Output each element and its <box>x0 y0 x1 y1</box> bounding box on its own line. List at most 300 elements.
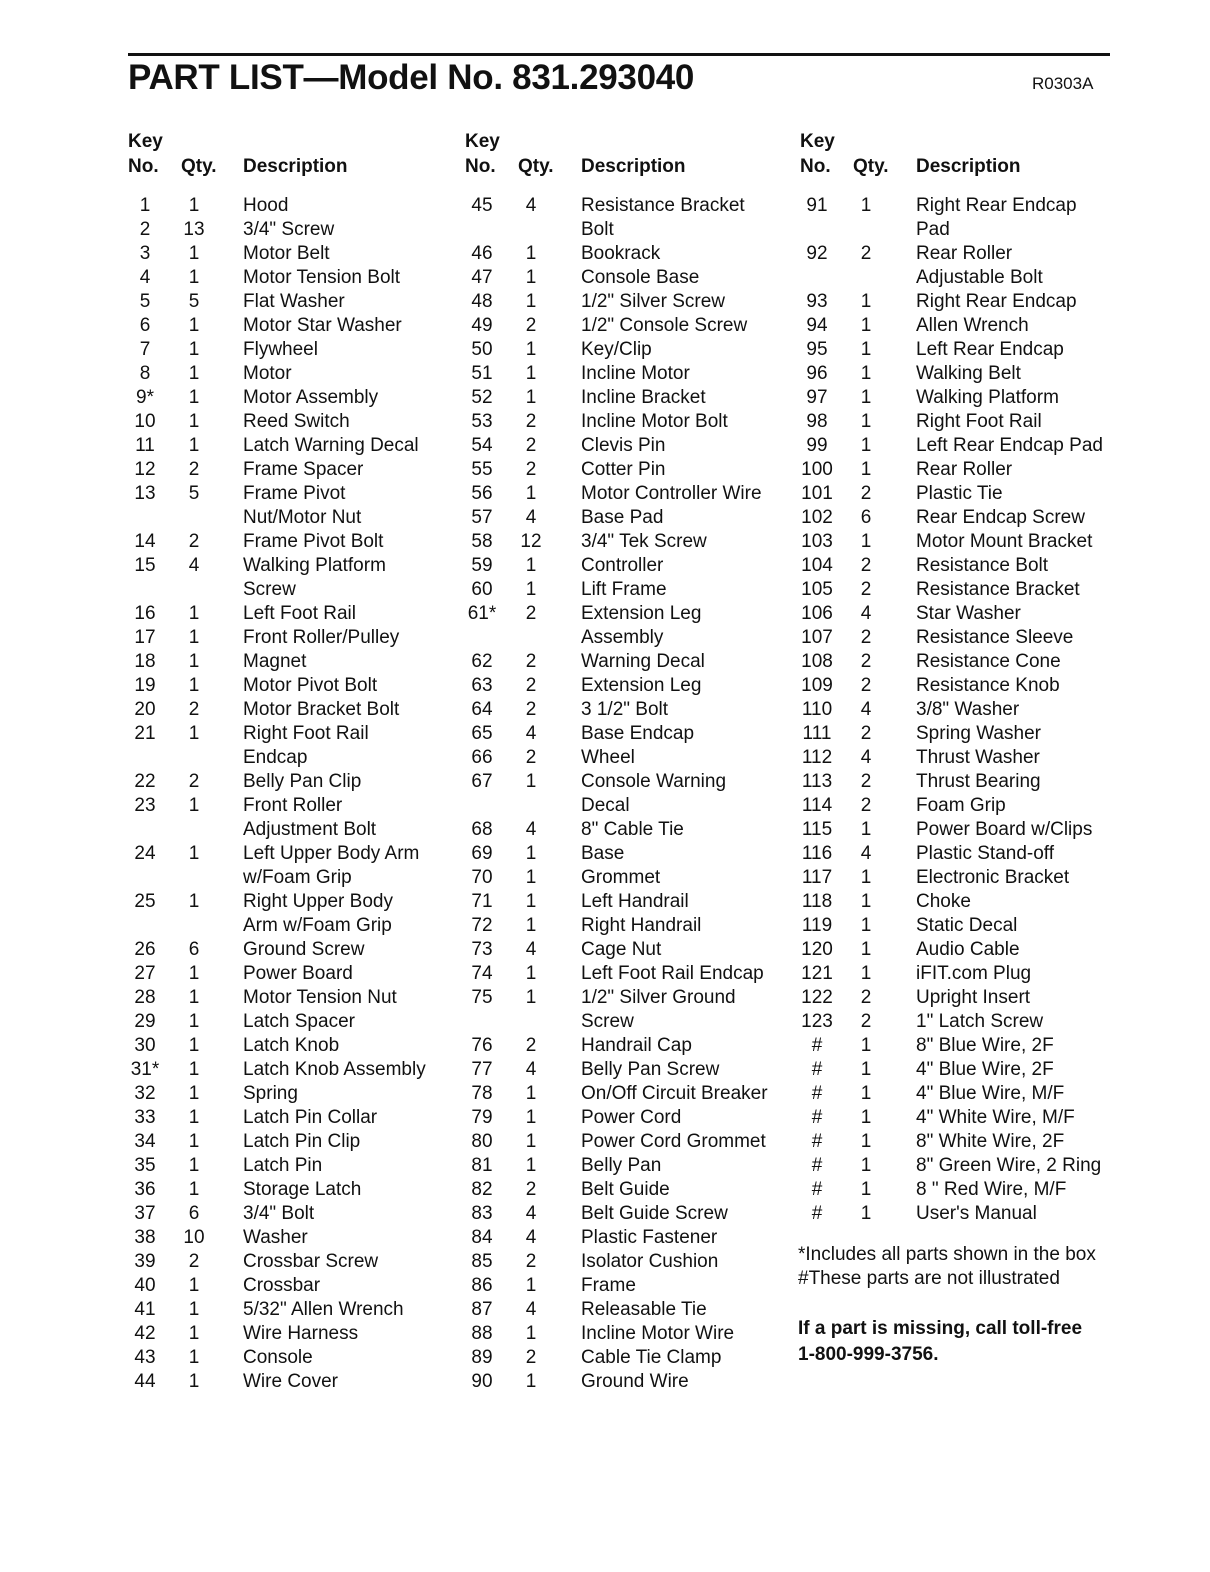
header-key: Key <box>465 131 500 152</box>
part-qty: 1 <box>525 1107 537 1128</box>
part-description: Pad <box>916 219 950 240</box>
part-row <box>465 482 795 506</box>
part-row <box>800 242 1130 266</box>
part-row <box>128 1226 458 1250</box>
part-row <box>465 1058 795 1082</box>
part-key: 76 <box>471 1035 493 1056</box>
part-row <box>800 650 1130 674</box>
part-row <box>465 818 795 842</box>
part-description: Lift Frame <box>581 579 667 600</box>
part-description: Incline Motor <box>581 363 690 384</box>
part-row <box>128 1370 458 1394</box>
part-qty: 1 <box>188 1011 200 1032</box>
part-key: # <box>811 1059 823 1080</box>
part-row <box>128 530 458 554</box>
part-qty: 4 <box>860 699 872 720</box>
part-description: Power Cord Grommet <box>581 1131 766 1152</box>
part-description: Incline Motor Bolt <box>581 411 728 432</box>
part-qty: 1 <box>188 1155 200 1176</box>
part-description: Rear Roller <box>916 243 1013 264</box>
part-qty: 1 <box>860 915 872 936</box>
part-key: 68 <box>471 819 493 840</box>
part-key: 50 <box>471 339 493 360</box>
part-key: # <box>811 1107 823 1128</box>
part-qty: 1 <box>188 195 200 216</box>
part-qty: 2 <box>525 435 537 456</box>
part-row <box>465 362 795 386</box>
part-description: 1/2" Silver Screw <box>581 291 726 312</box>
part-row <box>800 938 1130 962</box>
part-description: User's Manual <box>916 1203 1037 1224</box>
part-qty: 1 <box>525 1083 537 1104</box>
part-key: 109 <box>801 675 833 696</box>
part-description: Star Washer <box>916 603 1021 624</box>
part-qty: 1 <box>860 819 872 840</box>
part-row <box>128 890 458 914</box>
part-qty: 1 <box>860 411 872 432</box>
part-description: Resistance Bracket <box>581 195 745 216</box>
notes <box>798 1243 1096 1368</box>
part-qty: 2 <box>525 315 537 336</box>
part-description: Plastic Fastener <box>581 1227 718 1248</box>
header-description: Description <box>243 156 348 177</box>
part-key: 53 <box>471 411 493 432</box>
part-qty: 2 <box>525 603 537 624</box>
part-row <box>465 698 795 722</box>
part-row <box>465 746 795 770</box>
part-description: 3/4" Tek Screw <box>581 531 707 552</box>
part-key: 86 <box>471 1275 493 1296</box>
part-row <box>465 1322 795 1346</box>
part-description: Wheel <box>581 747 635 768</box>
part-description: Foam Grip <box>916 795 1006 816</box>
part-row <box>465 554 795 578</box>
part-qty: 4 <box>525 1227 537 1248</box>
part-description: Belt Guide Screw <box>581 1203 728 1224</box>
part-description: Latch Knob <box>243 1035 340 1056</box>
header-description: Description <box>581 156 686 177</box>
part-description: Flat Washer <box>243 291 345 312</box>
part-description: Right Handrail <box>581 915 702 936</box>
part-row <box>128 1034 458 1058</box>
part-qty: 1 <box>860 1059 872 1080</box>
part-description: Right Rear Endcap <box>916 195 1077 216</box>
part-qty: 1 <box>188 363 200 384</box>
part-qty: 1 <box>188 1323 200 1344</box>
part-key: 63 <box>471 675 493 696</box>
part-key: 98 <box>806 411 828 432</box>
header-no: No. <box>800 156 831 177</box>
part-key: 69 <box>471 843 493 864</box>
part-row <box>465 626 795 650</box>
part-description: 8" Cable Tie <box>581 819 684 840</box>
part-qty: 1 <box>188 963 200 984</box>
part-qty: 6 <box>188 939 200 960</box>
part-row <box>128 1322 458 1346</box>
part-qty: 2 <box>188 531 200 552</box>
part-qty: 1 <box>860 531 872 552</box>
part-key: # <box>811 1131 823 1152</box>
part-key: 1 <box>139 195 151 216</box>
part-row <box>465 1346 795 1370</box>
part-description: 1/2" Silver Ground <box>581 987 736 1008</box>
part-qty: 1 <box>525 579 537 600</box>
part-row <box>800 626 1130 650</box>
part-key: 114 <box>801 795 833 816</box>
part-key: 28 <box>134 987 156 1008</box>
part-row <box>128 746 458 770</box>
part-description: Power Board <box>243 963 353 984</box>
part-qty: 1 <box>860 891 872 912</box>
part-key: 19 <box>134 675 156 696</box>
part-description: Arm w/Foam Grip <box>243 915 392 936</box>
column-header <box>465 130 795 180</box>
part-row <box>465 386 795 410</box>
part-qty: 10 <box>183 1227 205 1248</box>
part-qty: 1 <box>188 1347 200 1368</box>
part-qty: 2 <box>525 1251 537 1272</box>
part-qty: 1 <box>525 963 537 984</box>
part-key: 30 <box>134 1035 156 1056</box>
part-key: 35 <box>134 1155 156 1176</box>
part-row <box>465 1298 795 1322</box>
part-qty: 4 <box>525 819 537 840</box>
part-key: 100 <box>801 459 833 480</box>
part-description: Left Rear Endcap Pad <box>916 435 1103 456</box>
part-row <box>128 674 458 698</box>
part-key: 17 <box>134 627 156 648</box>
part-key: 105 <box>801 579 833 600</box>
part-key: 94 <box>806 315 828 336</box>
part-row <box>800 386 1130 410</box>
missing-part-callout <box>798 1316 1096 1368</box>
part-key: 104 <box>801 555 833 576</box>
part-description: Motor Bracket Bolt <box>243 699 400 720</box>
part-row <box>465 1130 795 1154</box>
part-row <box>465 674 795 698</box>
part-description: Spring Washer <box>916 723 1041 744</box>
part-description: Walking Belt <box>916 363 1021 384</box>
part-key: 55 <box>471 459 493 480</box>
part-description: Upright Insert <box>916 987 1031 1008</box>
part-qty: 1 <box>188 1035 200 1056</box>
part-row <box>465 1034 795 1058</box>
part-row <box>800 794 1130 818</box>
part-description: Walking Platform <box>243 555 386 576</box>
part-row <box>128 1058 458 1082</box>
part-description: Washer <box>243 1227 308 1248</box>
part-description: Screw <box>581 1011 634 1032</box>
part-key: 117 <box>801 867 833 888</box>
part-description: Front Roller <box>243 795 343 816</box>
part-description: Frame Spacer <box>243 459 364 480</box>
part-qty: 1 <box>860 1203 872 1224</box>
part-description: 8 " Red Wire, M/F <box>916 1179 1067 1200</box>
part-row <box>800 194 1130 218</box>
part-description: Incline Bracket <box>581 387 706 408</box>
part-description: Power Cord <box>581 1107 682 1128</box>
page-title: PART LIST—Model No. 831.293040 <box>128 58 695 97</box>
part-row <box>800 914 1130 938</box>
part-qty: 1 <box>860 339 872 360</box>
part-row <box>128 698 458 722</box>
part-row <box>128 410 458 434</box>
part-qty: 2 <box>525 1179 537 1200</box>
part-key: 31* <box>130 1059 160 1080</box>
part-row <box>128 506 458 530</box>
part-row <box>465 794 795 818</box>
part-qty: 1 <box>188 1059 200 1080</box>
part-description: Right Foot Rail <box>243 723 369 744</box>
column-header <box>128 130 458 180</box>
part-key: 67 <box>471 771 493 792</box>
part-key: 42 <box>134 1323 156 1344</box>
part-qty: 1 <box>188 1275 200 1296</box>
part-qty: 1 <box>188 267 200 288</box>
part-qty: 1 <box>860 459 872 480</box>
part-key: 115 <box>801 819 833 840</box>
part-qty: 1 <box>188 1371 200 1392</box>
part-key: 21 <box>134 723 156 744</box>
part-description: 8" White Wire, 2F <box>916 1131 1065 1152</box>
part-row <box>465 578 795 602</box>
part-qty: 1 <box>188 1179 200 1200</box>
column-header <box>800 130 1130 180</box>
part-description: Left Foot Rail Endcap <box>581 963 764 984</box>
part-row <box>128 554 458 578</box>
part-qty: 1 <box>525 1155 537 1176</box>
part-description: Adjustment Bolt <box>243 819 377 840</box>
part-description: Belly Pan Screw <box>581 1059 720 1080</box>
part-row <box>800 530 1130 554</box>
part-row <box>128 1274 458 1298</box>
part-row <box>800 602 1130 626</box>
part-key: 81 <box>471 1155 493 1176</box>
part-row <box>128 866 458 890</box>
part-row <box>800 1202 1130 1226</box>
part-key: 59 <box>471 555 493 576</box>
part-key: 47 <box>471 267 493 288</box>
part-description: Walking Platform <box>916 387 1059 408</box>
part-qty: 1 <box>525 387 537 408</box>
part-description: Audio Cable <box>916 939 1020 960</box>
part-row <box>128 722 458 746</box>
part-row <box>128 362 458 386</box>
part-row <box>128 242 458 266</box>
part-description: Adjustable Bolt <box>916 267 1043 288</box>
part-description: Left Rear Endcap <box>916 339 1064 360</box>
part-qty: 1 <box>525 771 537 792</box>
callout-phone: 1-800-999-3756. <box>798 1344 939 1365</box>
part-description: Controller <box>581 555 664 576</box>
part-description: w/Foam Grip <box>243 867 352 888</box>
part-row <box>128 338 458 362</box>
part-row <box>128 626 458 650</box>
part-qty: 4 <box>860 747 872 768</box>
part-description: Crossbar <box>243 1275 321 1296</box>
part-description: Ground Wire <box>581 1371 689 1392</box>
part-key: 102 <box>801 507 833 528</box>
part-qty: 1 <box>188 1299 200 1320</box>
part-qty: 2 <box>525 1035 537 1056</box>
part-row <box>465 1106 795 1130</box>
part-qty: 1 <box>188 891 200 912</box>
part-row <box>465 914 795 938</box>
part-qty: 1 <box>860 1155 872 1176</box>
part-key: 48 <box>471 291 493 312</box>
part-key: 85 <box>471 1251 493 1272</box>
part-row <box>465 1274 795 1298</box>
part-row <box>800 290 1130 314</box>
part-key: 4 <box>139 267 151 288</box>
part-qty: 1 <box>525 891 537 912</box>
part-key: 108 <box>801 651 833 672</box>
part-row <box>800 1082 1130 1106</box>
part-description: Motor Assembly <box>243 387 379 408</box>
part-description: 1" Latch Screw <box>916 1011 1044 1032</box>
note-includes: *Includes all parts shown in the box <box>798 1244 1096 1265</box>
part-qty: 4 <box>525 723 537 744</box>
part-description: Rear Roller <box>916 459 1013 480</box>
part-row <box>465 1202 795 1226</box>
part-row <box>465 1178 795 1202</box>
part-key: 70 <box>471 867 493 888</box>
part-description: Extension Leg <box>581 603 702 624</box>
part-key: 92 <box>806 243 828 264</box>
part-row <box>800 1178 1130 1202</box>
part-description: Console Warning <box>581 771 727 792</box>
part-qty: 1 <box>188 1107 200 1128</box>
part-key: 120 <box>801 939 833 960</box>
part-description: Hood <box>243 195 289 216</box>
part-description: Assembly <box>581 627 664 648</box>
part-qty: 2 <box>188 459 200 480</box>
part-qty: 2 <box>860 243 872 264</box>
part-qty: 2 <box>188 771 200 792</box>
part-key: 5 <box>139 291 151 312</box>
part-description: Key/Clip <box>581 339 652 360</box>
part-qty: 2 <box>860 771 872 792</box>
part-description: Static Decal <box>916 915 1018 936</box>
part-key: 122 <box>801 987 833 1008</box>
part-description: Right Rear Endcap <box>916 291 1077 312</box>
part-key: 15 <box>134 555 156 576</box>
part-qty: 1 <box>188 651 200 672</box>
part-qty: 2 <box>860 651 872 672</box>
part-description: Latch Knob Assembly <box>243 1059 426 1080</box>
part-qty: 1 <box>860 387 872 408</box>
part-key: 65 <box>471 723 493 744</box>
part-row <box>465 770 795 794</box>
part-qty: 2 <box>860 987 872 1008</box>
part-row <box>800 722 1130 746</box>
part-key: 112 <box>801 747 833 768</box>
part-description: 4" Blue Wire, 2F <box>916 1059 1054 1080</box>
part-description: Motor Tension Nut <box>243 987 397 1008</box>
part-key: # <box>811 1083 823 1104</box>
part-description: Base Pad <box>581 507 664 528</box>
part-key: 64 <box>471 699 493 720</box>
part-key: 110 <box>801 699 833 720</box>
part-key: 78 <box>471 1083 493 1104</box>
part-key: 95 <box>806 339 828 360</box>
part-key: 16 <box>134 603 156 624</box>
part-key: 119 <box>801 915 833 936</box>
part-description: Frame <box>581 1275 636 1296</box>
parts-column-2 <box>465 130 795 1394</box>
part-description: Magnet <box>243 651 307 672</box>
part-qty: 1 <box>188 603 200 624</box>
part-key: 44 <box>134 1371 156 1392</box>
part-row <box>800 842 1130 866</box>
part-row <box>465 458 795 482</box>
part-key: 103 <box>801 531 833 552</box>
part-qty: 2 <box>188 1251 200 1272</box>
part-row <box>800 1010 1130 1034</box>
part-qty: 4 <box>525 507 537 528</box>
part-key: 93 <box>806 291 828 312</box>
part-row <box>800 1058 1130 1082</box>
part-qty: 1 <box>188 339 200 360</box>
part-row <box>800 890 1130 914</box>
part-description: Motor Mount Bracket <box>916 531 1093 552</box>
part-description: Cage Nut <box>581 939 662 960</box>
part-key: 87 <box>471 1299 493 1320</box>
header-no: No. <box>128 156 159 177</box>
part-row <box>465 722 795 746</box>
part-qty: 1 <box>188 387 200 408</box>
part-description: Grommet <box>581 867 661 888</box>
part-key: 96 <box>806 363 828 384</box>
part-key: 51 <box>471 363 493 384</box>
part-qty: 1 <box>525 867 537 888</box>
part-key: 33 <box>134 1107 156 1128</box>
part-qty: 1 <box>188 843 200 864</box>
part-qty: 1 <box>525 1131 537 1152</box>
part-description: Bookrack <box>581 243 661 264</box>
part-key: 118 <box>801 891 833 912</box>
part-qty: 1 <box>860 1179 872 1200</box>
part-key: 46 <box>471 243 493 264</box>
part-description: Clevis Pin <box>581 435 666 456</box>
part-row <box>465 290 795 314</box>
part-key: 34 <box>134 1131 156 1152</box>
part-description: Endcap <box>243 747 308 768</box>
part-row <box>465 890 795 914</box>
part-description: Resistance Knob <box>916 675 1060 696</box>
part-key: 10 <box>134 411 156 432</box>
part-key: 3 <box>139 243 151 264</box>
part-qty: 1 <box>525 243 537 264</box>
part-key: 89 <box>471 1347 493 1368</box>
part-row <box>465 434 795 458</box>
part-description: Motor Belt <box>243 243 330 264</box>
part-key: # <box>811 1155 823 1176</box>
part-key: # <box>811 1203 823 1224</box>
part-description: Latch Pin Collar <box>243 1107 378 1128</box>
part-qty: 2 <box>860 627 872 648</box>
part-description: Motor Pivot Bolt <box>243 675 378 696</box>
part-qty: 4 <box>525 939 537 960</box>
part-description: 8" Green Wire, 2 Ring <box>916 1155 1102 1176</box>
part-row <box>465 1226 795 1250</box>
part-key: 25 <box>134 891 156 912</box>
part-row <box>128 602 458 626</box>
part-qty: 12 <box>520 531 542 552</box>
part-row <box>465 242 795 266</box>
part-key: 121 <box>801 963 833 984</box>
part-qty: 1 <box>188 243 200 264</box>
